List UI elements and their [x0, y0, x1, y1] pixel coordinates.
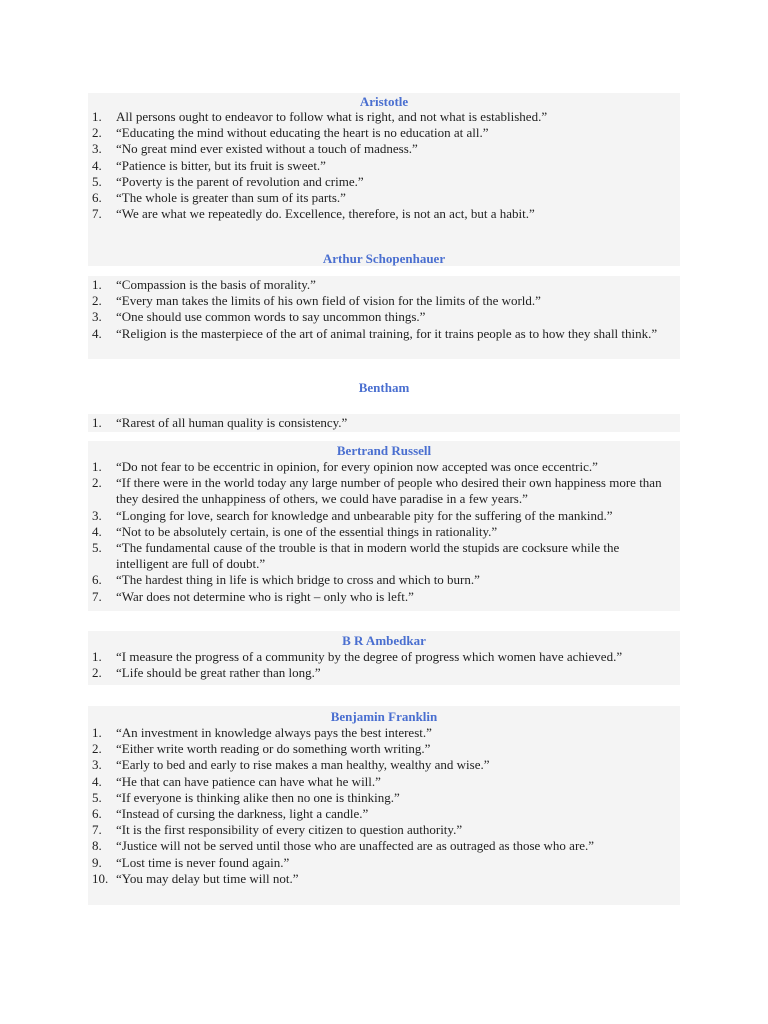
quote-number: 3.	[92, 757, 102, 773]
quote-number: 1.	[92, 459, 102, 474]
quote-text: “One should use common words to say uncommon things.”	[116, 309, 426, 325]
quote-text: “Religion is the masterpiece of the art of animal training, for it trains people as to how they shall think.”	[116, 325, 658, 341]
quote-item	[88, 415, 680, 431]
quote-item	[88, 741, 680, 757]
quote-text: “Either write worth reading or do something worth writing.”	[116, 741, 431, 757]
quote-number: 3.	[92, 141, 102, 157]
quote-number: 2.	[92, 665, 102, 681]
quote-text: “Longing for love, search for knowledge and unbearable pity for the suffering of the mankind.”	[116, 507, 613, 523]
quote-text: “Early to bed and early to rise makes a man healthy, wealthy and wise.”	[116, 757, 490, 773]
quote-text: “I measure the progress of a community by the degree of progress which women have achieved.”	[116, 649, 623, 664]
quote-item	[88, 725, 680, 741]
quote-item	[88, 109, 680, 125]
author-heading-aristotle: Aristotle	[359, 94, 409, 109]
quote-item	[88, 871, 680, 887]
quote-number: 7.	[92, 206, 102, 222]
quote-text: “An investment in knowledge always pays the best interest.”	[116, 725, 432, 740]
quote-item	[88, 540, 680, 572]
quote-number: 5.	[92, 789, 102, 805]
quote-text: “You may delay but time will not.”	[116, 870, 299, 886]
author-heading-arthur-schopenhauer: Arthur Schopenhauer	[322, 251, 446, 266]
quote-number: 1.	[92, 109, 102, 124]
quote-item	[88, 190, 680, 206]
quote-number: 6.	[92, 190, 102, 206]
quote-text: “If everyone is thinking alike then no one is thinking.”	[116, 789, 400, 805]
quote-number: 1.	[92, 649, 102, 664]
quote-item	[88, 572, 680, 588]
quote-number: 1.	[92, 277, 102, 292]
author-heading-benjamin-franklin: Benjamin Franklin	[330, 709, 438, 724]
quote-item	[88, 475, 680, 507]
quote-text: “Patience is bitter, but its fruit is sweet.”	[116, 157, 326, 173]
quote-text: “Not to be absolutely certain, is one of the essential things in rationality.”	[116, 523, 498, 539]
quote-item	[88, 158, 680, 174]
quote-item	[88, 206, 680, 222]
quote-list-aristotle	[88, 109, 680, 222]
quote-text: “Instead of cursing the darkness, light a candle.”	[116, 806, 369, 822]
quote-text: “The whole is greater than sum of its parts.”	[116, 190, 346, 206]
quote-number: 2.	[92, 741, 102, 757]
quote-text: “No great mind ever existed without a touch of madness.”	[116, 141, 418, 157]
quote-text: “If there were in the world today any large number of people who desired their own happiness more than they desired the unhappiness of others, we could have paradise in a few years.”	[116, 475, 662, 507]
quote-item	[88, 774, 680, 790]
quote-item	[88, 141, 680, 157]
quote-number: 10.	[92, 870, 109, 886]
quote-list-benjamin-franklin	[88, 725, 680, 887]
quote-item	[88, 757, 680, 773]
quote-list-b-r-ambedkar	[88, 649, 680, 681]
quote-text: All persons ought to endeavor to follow what is right, and not what is established.”	[116, 109, 548, 124]
quote-text: “It is the first responsibility of every citizen to question authority.”	[116, 822, 463, 838]
quote-number: 2.	[92, 293, 102, 309]
quote-item	[88, 508, 680, 524]
quote-item	[88, 125, 680, 141]
quote-number: 2.	[92, 125, 102, 141]
quote-list-bertrand-russell	[88, 459, 680, 605]
quote-number: 5.	[92, 173, 102, 189]
quote-item	[88, 806, 680, 822]
quote-text: “Poverty is the parent of revolution and crime.”	[116, 173, 364, 189]
quote-list-arthur-schopenhauer	[88, 277, 680, 342]
quote-item	[88, 838, 680, 854]
quote-text: “Justice will not be served until those who are unaffected are as outraged as those who are.”	[116, 838, 595, 854]
author-heading-bentham: Bentham	[358, 380, 410, 395]
author-heading-b-r-ambedkar: B R Ambedkar	[342, 633, 426, 648]
quote-text: “Lost time is never found again.”	[116, 854, 290, 870]
quote-number: 9.	[92, 854, 102, 870]
quote-number: 2.	[92, 475, 102, 491]
author-heading-bertrand-russell: Bertrand Russell	[336, 443, 432, 458]
quote-text: “The fundamental cause of the trouble is that in modern world the stupids are cocksure while the intelligent are full of doubt.”	[116, 540, 620, 572]
quote-item	[88, 293, 680, 309]
quote-item	[88, 790, 680, 806]
quote-item	[88, 459, 680, 475]
quote-text: “War does not determine who is right – only who is left.”	[116, 588, 414, 604]
quote-item	[88, 277, 680, 293]
quote-text: “Every man takes the limits of his own field of vision for the limits of the world.”	[116, 293, 541, 309]
quote-text: “He that can have patience can have what he will.”	[116, 773, 381, 789]
quote-number: 4.	[92, 325, 102, 341]
quote-item	[88, 326, 680, 342]
quote-text: “We are what we repeatedly do. Excellence, therefore, is not an act, but a habit.”	[116, 206, 535, 222]
quote-item	[88, 524, 680, 540]
quote-item	[88, 309, 680, 325]
quote-item	[88, 589, 680, 605]
quote-number: 4.	[92, 523, 102, 539]
quote-text: “Educating the mind without educating the heart is no education at all.”	[116, 125, 489, 141]
quote-number: 7.	[92, 588, 102, 604]
quote-text: “Life should be great rather than long.”	[116, 665, 321, 681]
quote-number: 8.	[92, 838, 102, 854]
quote-number: 3.	[92, 507, 102, 523]
quote-number: 1.	[92, 415, 102, 430]
quote-number: 1.	[92, 725, 102, 740]
quote-item	[88, 649, 680, 665]
quote-text: “Compassion is the basis of morality.”	[116, 277, 316, 292]
quote-item	[88, 822, 680, 838]
quote-number: 7.	[92, 822, 102, 838]
quote-text: “Rarest of all human quality is consistency.”	[116, 415, 348, 430]
quote-number: 4.	[92, 773, 102, 789]
quote-number: 4.	[92, 157, 102, 173]
quote-item	[88, 665, 680, 681]
quote-item	[88, 174, 680, 190]
quote-list-bentham	[88, 415, 680, 431]
quote-item	[88, 855, 680, 871]
quote-text: “The hardest thing in life is which bridge to cross and which to burn.”	[116, 572, 480, 588]
quote-number: 5.	[92, 540, 102, 556]
quote-number: 6.	[92, 572, 102, 588]
quote-text: “Do not fear to be eccentric in opinion, for every opinion now accepted was once eccentric.”	[116, 459, 598, 474]
quote-number: 6.	[92, 806, 102, 822]
quote-number: 3.	[92, 309, 102, 325]
